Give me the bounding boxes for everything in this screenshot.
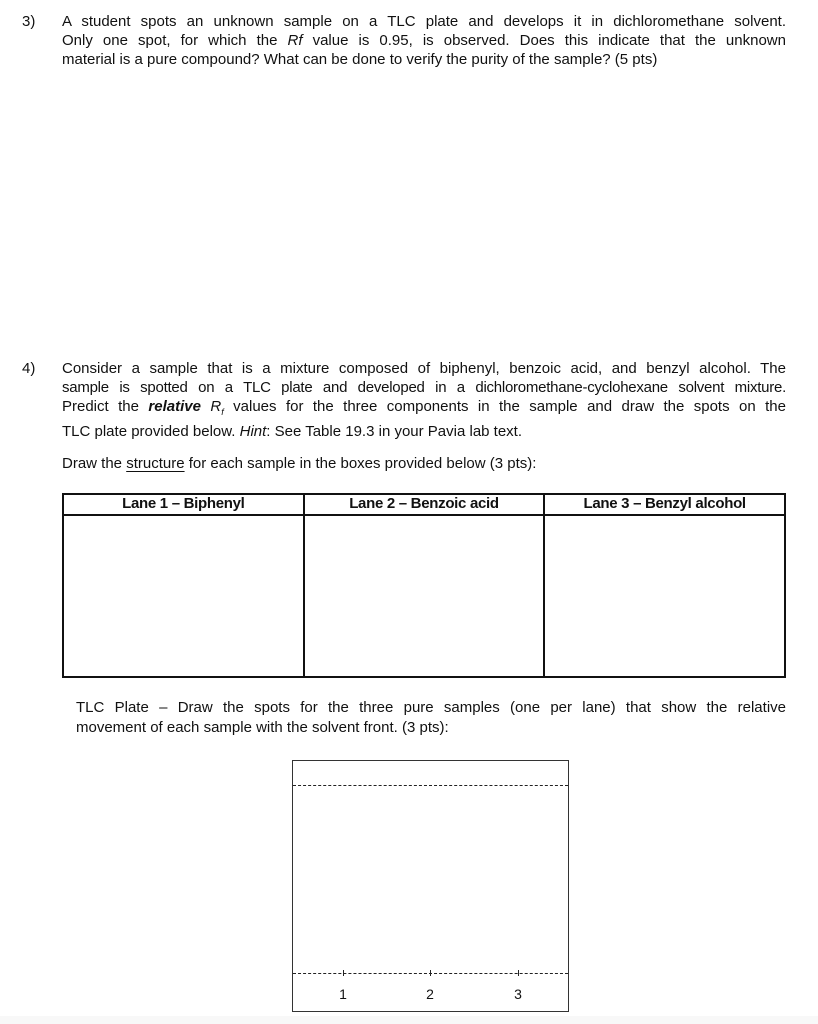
draw-structure-instruction: Draw the structure for each sample in the boxes provided below (3 pts): [62,455,537,472]
page-bottom-edge [0,1016,818,1024]
relative-emphasis: relative [148,398,201,415]
drawing-box-lane-3[interactable] [544,515,785,677]
structure-table [62,493,786,678]
q3-line-3: material is a pure compound? What can be done to verify the purity of the sample? (5 pts) [62,51,658,68]
header-lane-2: Lane 2 – Benzoic acid [304,494,545,515]
drawing-box-lane-1[interactable] [63,515,304,677]
tlc-plate[interactable] [292,760,569,1012]
lane-2-origin-mark [430,970,431,976]
q4-line-1: Consider a sample that is a mixture composed of biphenyl, benzoic acid, and benzyl alcohol. The [62,360,786,377]
lane-2-label: 2 [426,986,434,1002]
q3-line-2: Only one spot, for which the Rf value is 0.95, is observed. Does this indicate that the unknown [62,32,786,49]
lane-3-label: 3 [514,986,522,1002]
q4-line-4: TLC plate provided below. Hint: See Table 19.3 in your Pavia lab text. [62,423,523,440]
header-lane-3: Lane 3 – Benzyl alcohol [544,494,785,515]
structure-drawing-row [63,515,785,677]
lane-1-origin-mark [343,970,344,976]
question-4-number: 4) [22,360,36,377]
structure-table-header [63,494,785,515]
header-lane-1: Lane 1 – Biphenyl [63,494,304,515]
lane-3-origin-mark [518,970,519,976]
hint-label: Hint [239,423,267,440]
tlc-instruction: TLC Plate – Draw the spots for the three pure samples (one per lane) that show the relative movement of each sample with the solvent front. (3 pts): [76,699,786,736]
question-3-text [62,12,786,69]
q3-line-1: A student spots an unknown sample on a TLC plate and develops it in dichloromethane solvent. [62,13,786,30]
lane-1-label: 1 [339,986,347,1002]
solvent-front-line [293,785,568,786]
structure-underlined: structure [126,455,185,472]
q4-line-3: Predict the relative $R_f$ values for the three components in the sample and draw the spots on the [62,398,786,417]
q4-line-2: sample is spotted on a TLC plate and developed in a dichloromethane-cyclohexane solvent mixture. [62,379,786,396]
rf-italic: Rf [287,32,303,49]
question-4-text [62,359,786,441]
drawing-box-lane-2[interactable] [304,515,545,677]
question-3-number: 3) [22,13,36,30]
